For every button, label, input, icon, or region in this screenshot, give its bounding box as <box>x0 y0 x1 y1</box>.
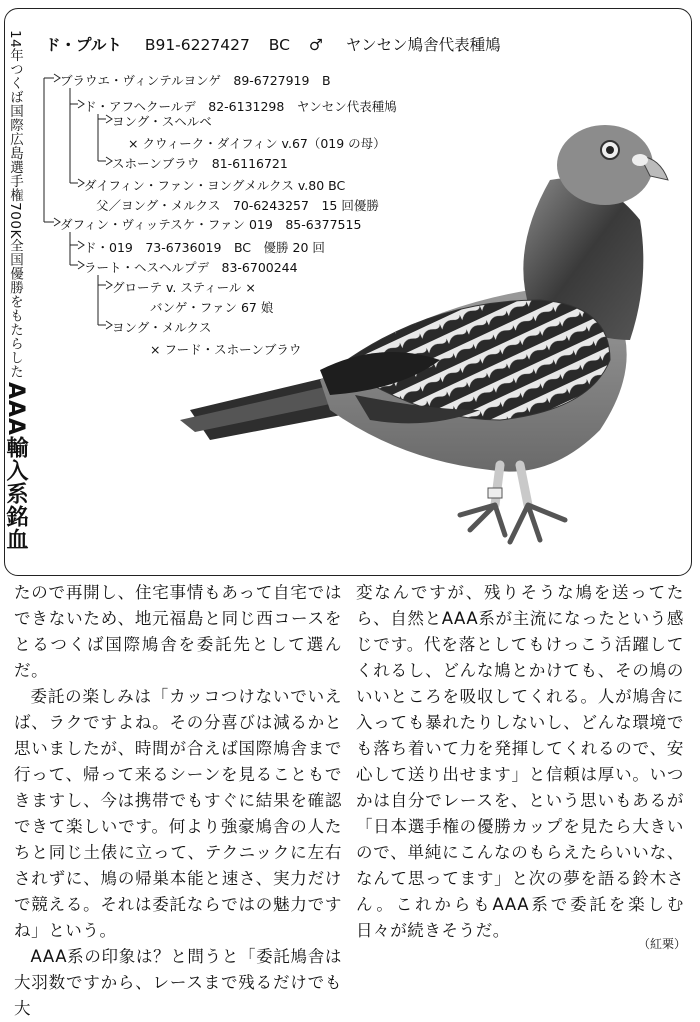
article-paragraph: 変なんですが、残りそうな鳩を送ってたら、自然とAAA系が主流になったという感じです。代を落としてもけっこう活躍してくれるし、どんな鳩とかけても、その鳩のいいところを吸収してくれる。人が鳩舎に入っても暴れたりしないし、どんな環境でも落ち着いて力を発揮してくれるので、安心して送り出せます」と信頼は厚い。いつかは自分でレースを、という思いもあるが「日本選手権の優勝カップを見たら大きいので、単純にこんなのもらえたらいいな、なんて思ってます」と次の夢を語る鈴木さん。これからもAAA系で委託を楽しむ日々が続きそうだ。 <box>356 583 684 940</box>
article-column-right <box>356 580 684 944</box>
pedigree-line: ブラウエ・ヴィンテルヨンゲ 89-6727919 B <box>60 73 331 88</box>
pedigree-line: ド・アフヘクールデ 82-6131298 ヤンセン代表種鳩 <box>84 99 397 114</box>
article-paragraph: 委託の楽しみは「カッコつけないでいえば、ラクですよね。その分喜びは減るかと思いましたが、時間が合えば国際鳩舎まで行って、帰って来るシーンを見ることもできますし、今は携帯でもすぐに結果を確認できて楽しいです。何より強豪鳩舎の人たちと同じ土俵に立って、テクニックに左右されずに、鳩の帰巣本能と速さ、実力だけで競える。それは委託ならではの魅力ですね」という。 <box>14 687 342 940</box>
sex-symbol: ♂ <box>308 36 323 54</box>
bird-name: ド・プルト <box>45 36 122 54</box>
article-paragraph: たので再開し、住宅事情もあって自宅ではできないため、地元福島と同じ西コースをとるつくば国際鳩舎を委託先として選んだ。 <box>14 583 342 680</box>
pedigree-line: 父／ヨング・メルクス 70-6243257 15 回優勝 <box>96 198 379 213</box>
sidebar-title: 14年つくば国際広島選手権700K全国優勝をもたらした <box>7 30 23 379</box>
author-signature: （紅栗） <box>637 937 686 951</box>
article-paragraph: AAA系の印象は？と問うと「委託鳩舎は大羽数ですから、レースまで残るだけでも大 <box>14 947 342 1018</box>
article-column-left <box>14 580 342 1022</box>
pedigree-line: グローテ v. スティール × <box>112 280 256 295</box>
pedigree-line: ダフィン・ヴィッテスケ・ファン 019 85-6377515 <box>60 217 362 232</box>
pedigree-line: スホーンブラウ 81-6116721 <box>112 156 288 171</box>
pedigree-line: ダイフィン・ファン・ヨングメルクス v.80 BC <box>84 178 346 193</box>
ring-number: B91-6227427 <box>144 36 250 54</box>
pedigree-header <box>45 33 501 55</box>
sidebar-subtitle: AAA輸入系銘血 <box>3 382 28 552</box>
pedigree-line: バンゲ・ファン 67 娘 <box>150 300 274 315</box>
bird-note: ヤンセン鳩舎代表種鳩 <box>345 36 501 54</box>
bird-color: BC <box>268 36 290 54</box>
pigeon-photo <box>170 110 690 550</box>
pedigree-line: ド・019 73-6736019 BC 優勝 20 回 <box>84 240 325 255</box>
pedigree-line: ヨング・スヘルベ <box>112 114 212 129</box>
pedigree-line: × フード・スホーンブラウ <box>150 342 302 357</box>
pedigree-line: × クウィーク・ダイフィン v.67（019 の母） <box>128 136 386 151</box>
pedigree-line: ヨング・メルクス <box>112 320 212 335</box>
pedigree-line: ラート・ヘスヘルプデ 83-6700244 <box>84 260 298 275</box>
